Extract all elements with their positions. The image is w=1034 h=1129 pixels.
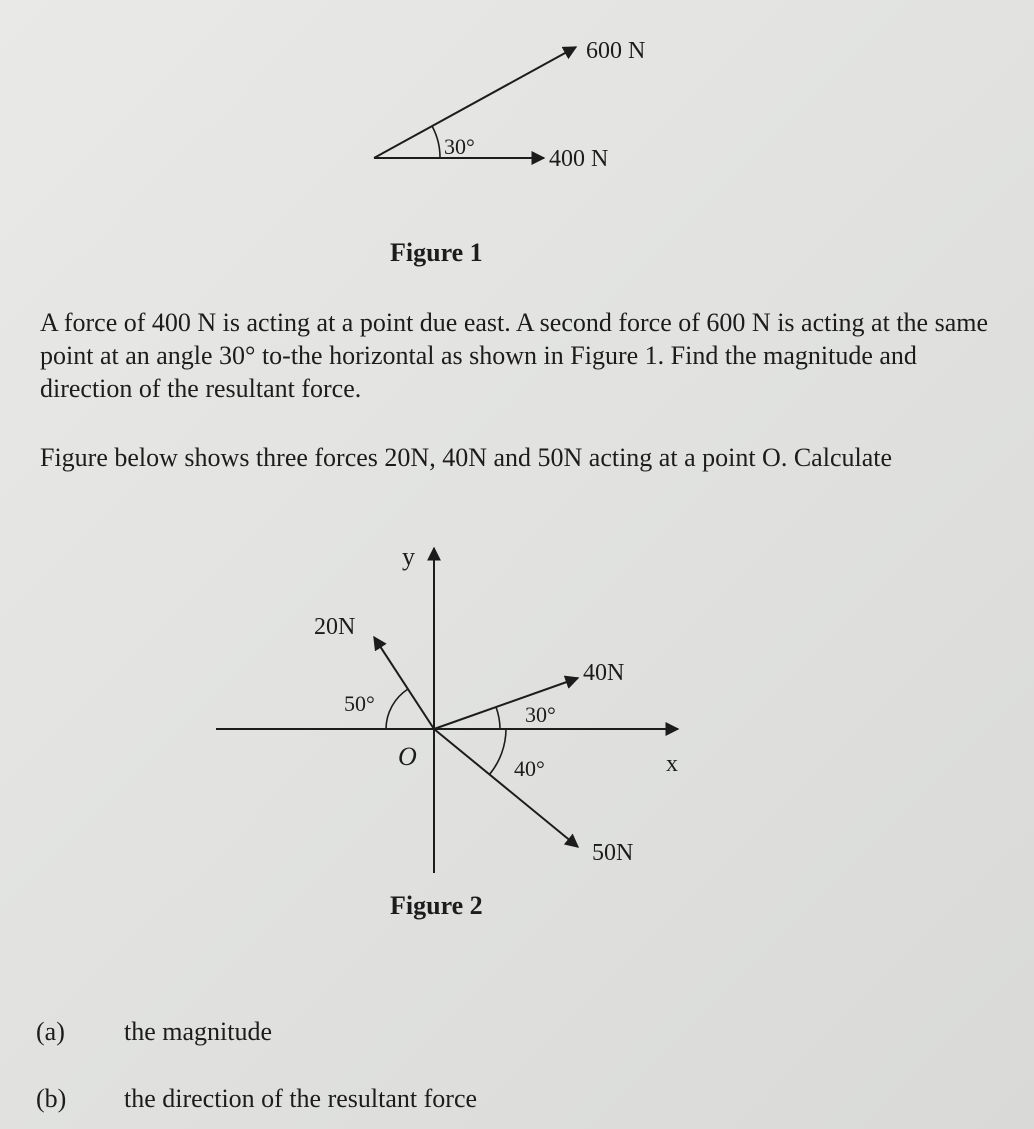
angle-30-label: 30° [444,134,475,159]
figure-2-caption: Figure 2 [390,891,483,920]
force-20n-arrow [374,637,434,729]
force-20n-label: 20N [314,614,356,640]
angle-50-arc [386,689,408,729]
force-50n-arrow [434,729,578,847]
part-a-text: the magnitude [124,1017,273,1046]
force-400n-label: 400 N [549,146,609,172]
figure-1-caption: Figure 1 [390,238,483,267]
part-b-label: (b) [36,1084,67,1113]
y-axis-label: y [402,542,415,571]
force-40n-arrow [434,678,578,729]
part-b-text: the direction of the resultant force [124,1084,478,1113]
angle-30-label: 30° [525,702,556,727]
force-50n-label: 50N [592,840,634,866]
angle-40-arc [489,729,506,775]
force-40n-label: 40N [583,660,625,686]
angle-30-arc [496,707,500,729]
part-a-label: (a) [36,1017,65,1046]
angle-50-label: 50° [344,691,375,716]
angle-40-label: 40° [514,756,545,781]
part-a [36,1017,272,1047]
x-axis-label: x [666,751,678,777]
question-2-intro: Figure below shows three forces 20N, 40N and 50N acting at a point O. Calculate [40,443,893,472]
force-600n-label: 600 N [586,38,646,64]
question-1-text: A force of 400 N is acting at a point due east. A second force of 600 N is acting at the same point at an angle 30° to-the horizontal as shown in Figure 1. Find the magnitude and direction of the resultant force. [40,308,989,403]
part-b [36,1084,477,1114]
origin-label: O [398,742,417,771]
